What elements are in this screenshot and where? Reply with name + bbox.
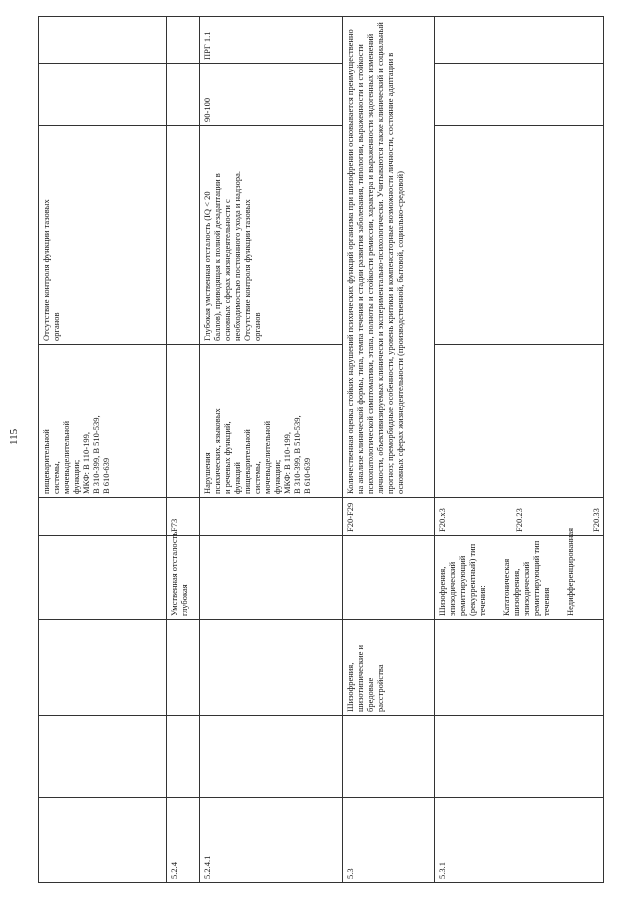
cell-severity: [435, 126, 604, 345]
text-line: Умственная отсталость: [169, 531, 179, 616]
table-row: [39, 17, 167, 883]
cell-block: [200, 620, 343, 716]
text-line: шизотипические и: [355, 644, 366, 712]
cell-impairments: [435, 345, 604, 498]
text-line: (рекуррентный) тип: [467, 543, 478, 616]
cell-severity: [39, 126, 167, 345]
cell-class: [200, 716, 343, 798]
cell-icd-code: F73: [167, 498, 200, 536]
text-line: функции;: [71, 459, 82, 494]
text-line: психических, языковых: [212, 408, 223, 494]
cell-icd-code: [200, 498, 343, 536]
table-row: [200, 17, 343, 883]
text-line: ремиттирующий тип: [531, 540, 542, 616]
text-line: мочевыделительной: [262, 420, 273, 494]
cell-program: ПРГ 1.1: [200, 17, 343, 64]
disability-criteria-table: [38, 16, 604, 883]
cell-percent: [167, 64, 200, 126]
cell-code: 5.2.4.1: [200, 798, 343, 883]
text-line: течения:: [477, 585, 488, 616]
icd-code-b: F20.23: [514, 508, 525, 532]
text-line: системы,: [51, 461, 62, 494]
cell-severity: [167, 126, 200, 345]
text-line: МКФ: В 110-199,: [282, 432, 293, 494]
cell-class: [435, 716, 604, 798]
cell-nosology: [435, 527, 604, 620]
nosology-subtype-b: [501, 539, 551, 616]
cell-icd-code: [39, 498, 167, 536]
text-line: органов: [51, 312, 62, 341]
text-line: В 310-399, В 510-539,: [91, 415, 102, 494]
text-line: ремиттирующий: [457, 555, 468, 616]
cell-class: [343, 716, 435, 798]
cell-block: [343, 620, 435, 716]
cell-impairments: [39, 345, 167, 498]
text-line: Нарушения: [202, 452, 212, 494]
rotated-page: [38, 17, 602, 883]
cell-block: [167, 620, 200, 716]
cell-icd-code: [435, 498, 604, 536]
text-line: Отсутствие контроля функции тазовых: [41, 199, 51, 341]
cell-code: 5.3.1: [435, 798, 604, 883]
cell-block: [435, 620, 604, 716]
table-row: [167, 17, 200, 883]
cell-class: [39, 716, 167, 798]
cell-program: [39, 17, 167, 64]
text-line: функции;: [272, 459, 283, 494]
cell-icd-code: F20-F29: [343, 498, 435, 536]
cell-percent: [435, 64, 604, 126]
text-line: Глубокая умственная отсталость (IQ < 20: [202, 191, 212, 341]
text-line: глубокая: [179, 584, 190, 616]
cell-severity: [200, 126, 343, 345]
cell-code: 5.2.4: [167, 798, 200, 883]
table-row: [343, 17, 435, 883]
nosology-subtype-c: [565, 527, 576, 616]
cell-nosology: [343, 536, 435, 620]
cell-nosology: [39, 536, 167, 620]
table-row: [435, 17, 604, 883]
text-line: системы,: [252, 461, 263, 494]
text-line: эпизодический: [521, 561, 532, 616]
text-line: пищеварительной: [242, 429, 253, 494]
cell-code: 5.3: [343, 798, 435, 883]
text-line: бредовые: [365, 677, 376, 712]
cell-program: [167, 17, 200, 64]
text-line: баллов), приводящая к полной дезадаптации в: [212, 173, 223, 341]
cell-percent: [39, 64, 167, 126]
text-line: функций: [232, 462, 243, 494]
cell-impairments: [200, 345, 343, 498]
text-line: Шизофрения,: [437, 566, 447, 616]
cell-nosology: [167, 531, 200, 620]
text-line: мочевыделительной: [61, 420, 72, 494]
text-line: и речевых функций,: [222, 421, 233, 494]
page-number: 115: [8, 428, 20, 445]
nosology-subtype-a: [437, 539, 487, 616]
text-line: В 310-399, В 510-539,: [292, 415, 303, 494]
text-line: необходимостью постоянного ухода и надзора.: [232, 171, 243, 341]
text-line: Шизофрения,: [345, 662, 355, 712]
text-line: В 610-639: [302, 457, 313, 494]
text-line: пищеварительной: [41, 429, 51, 494]
cell-program: [435, 17, 604, 64]
cell-impairments: [167, 345, 200, 498]
text-line: Недифференцированная: [565, 527, 576, 616]
text-line: Кататоническая: [501, 558, 512, 616]
text-line: В 610-639: [101, 457, 112, 494]
text-line: расстройства: [375, 664, 386, 712]
text-line: течения: [541, 587, 552, 616]
text-line: органов: [252, 312, 263, 341]
text-line: основных сферах жизнедеятельности с: [222, 199, 233, 341]
text-line: эпизодический: [447, 561, 458, 616]
cell-percent: 90-100: [200, 64, 343, 126]
cell-block: [39, 620, 167, 716]
assessment-description: Количественная оценка стойких нарушений психических функций организма при шизофрении основывается преимущественно на анализе клинической формы, типа, темпа течения и стадии развития заболевания, типологии, выраженности и стойкости психопатологической симптоматики, этапа, полноты и стойкости ремиссии, характера и выраженности эндогенных изменений личности, объективизируемых клинически и экспериментально-психологически. Учитываются также клинический и социальный прогноз; преморбидные особенности, уровень критики и компенсаторные возможности личности, состояние адаптации в основных сферах жизнедеятельности (производственной, бытовой, социально-средовой): [343, 17, 435, 498]
text-line: МКФ: В 110-199,: [81, 432, 92, 494]
cell-code: [39, 798, 167, 883]
icd-code-c: F20.33: [591, 508, 602, 532]
text-line: Отсутствие контроля функции тазовых: [242, 199, 253, 341]
cell-class: [167, 716, 200, 798]
icd-code-a: F20.x3: [437, 508, 447, 532]
cell-nosology: [200, 536, 343, 620]
text-line: шизофрения,: [511, 568, 522, 616]
